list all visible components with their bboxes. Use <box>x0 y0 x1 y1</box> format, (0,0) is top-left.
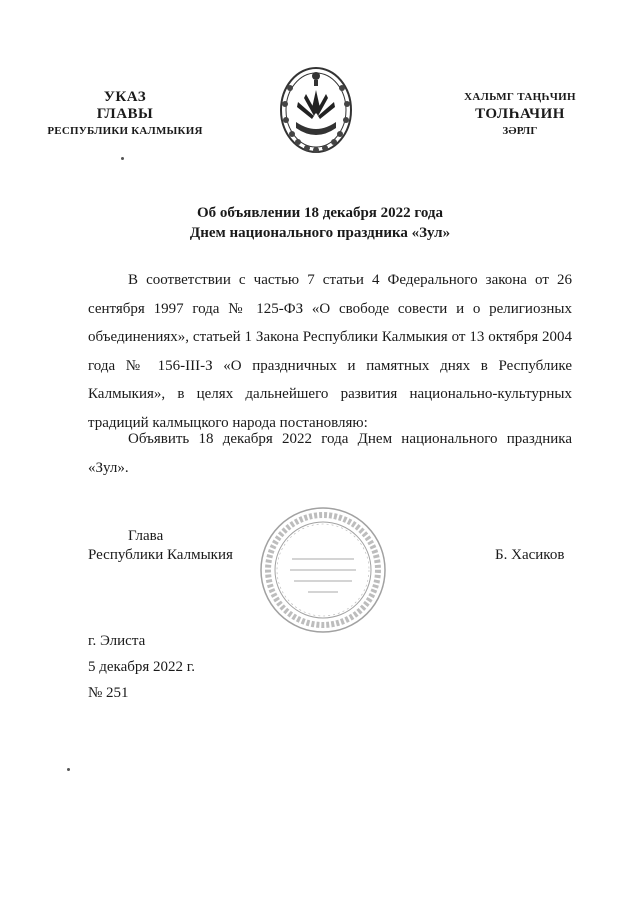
title-line2: Днем национального праздника «Зул» <box>189 225 451 241</box>
header-right-line3: ЗӘРЛГ <box>502 125 538 137</box>
header-right-line1: ХАЛЬМГ ТАҢҺЧИН <box>464 91 576 103</box>
header-left-line2: ГЛАВЫ <box>96 106 154 122</box>
header-right-line2: ТОЛҺАЧИН <box>475 106 565 122</box>
title-line1: Об объявлении 18 декабря 2022 года <box>196 205 444 221</box>
coat-of-arms-icon <box>276 64 356 156</box>
header-left-line1: УКАЗ <box>103 89 147 105</box>
footer-city: г. Элиста <box>88 633 146 649</box>
document-title <box>0 203 640 243</box>
scan-speck <box>121 157 124 160</box>
body-paragraph-2 <box>88 425 572 482</box>
footer-number: № 251 <box>88 685 129 701</box>
body-paragraph-1 <box>88 266 572 437</box>
signatory-name: Б. Хасиков <box>495 547 565 563</box>
header-right <box>440 89 600 140</box>
signature-role-line1: Глава <box>128 528 164 544</box>
header-left <box>40 89 210 140</box>
scan-speck <box>67 768 70 771</box>
header-left-line3: РЕСПУБЛИКИ КАЛМЫКИЯ <box>47 125 203 137</box>
signature-role-line2: Республики Калмыкия <box>88 547 233 563</box>
footer-date: 5 декабря 2022 г. <box>88 659 195 675</box>
official-stamp-icon <box>258 505 388 635</box>
paragraph1-text: В соответствии с частью 7 статьи 4 Федерального закона от 26 сентября 1997 года № 125-ФЗ «О свободе совести и о религиозных объединениях», статьей 1 Закона Республики Калмыкия от 13 октября 2004 года № 156-III-З «О праздничных и памятных днях в Республике Калмыкия», в целях дальнейшего развития национально-культурных традиций калмыцкого народа постановляю: <box>88 272 572 431</box>
paragraph2-text: Объявить 18 декабря 2022 года Днем национального праздника «Зул». <box>88 431 572 476</box>
